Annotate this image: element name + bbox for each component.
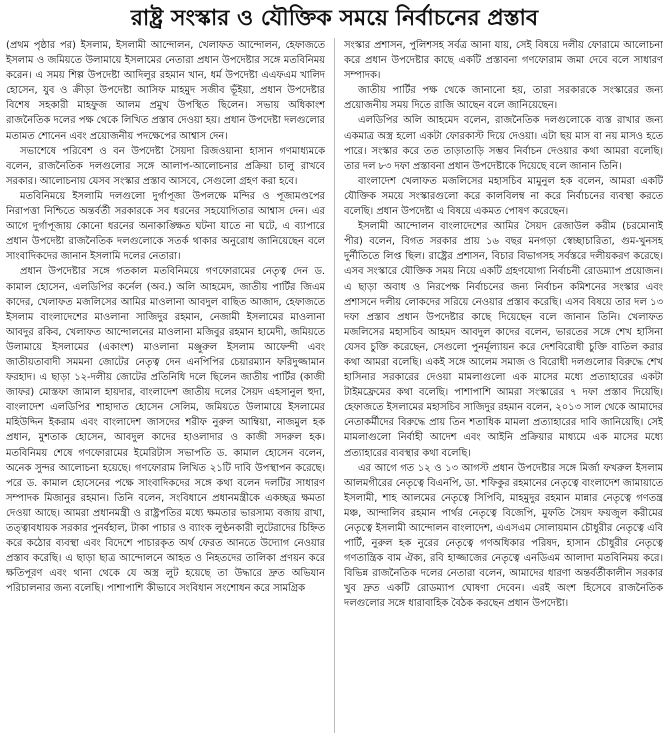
paragraph: (প্রথম পৃষ্ঠার পর) ইসলাম, ইসলামী আন্দোলন, খেলাফত আন্দোলন, হেফাজতে ইসলাম ও জমিয়তে উলামায়ে ইসলামের নেতারা প্রধান উপদেষ্টার সঙ্গে মতবিনিময় করেন। এ সময় শিল্প উপদেষ্টা আদিলুর রহমান খান, ধর্ম উপদেষ্টা এএফএম খালিদ হোসেন, যুব ও ক্রীড়া উপদেষ্টা আসিফ মাহমুদ সজীব ভূঁইয়া, প্রধান উপদেষ্টার বিশেষ সহকারী মাহফুজ আলম প্রমুখ উপস্থিত ছিলেন। সভায় অধিকাংশ রাজনৈতিক দলের পক্ষ থেকে লিখিত প্রস্তাব দেওয়া হয়। প্রধান উপদেষ্টা দলগুলোর মতামত শোনেন এবং প্রয়োজনীয় পদক্ষেপের আশ্বাস দেন।: [6, 40, 325, 142]
column-divider: [334, 38, 335, 733]
paragraph: জাতীয় পার্টির পক্ষ থেকে জানানো হয়, তারা সরকারকে সংস্কারের জন্য প্রয়োজনীয় সময় দিতে রাজি আছেন বলে জানিয়েছেন।: [344, 85, 663, 112]
left-column: [6, 38, 325, 733]
paragraph: এর আগে গত ১২ ও ১৩ আগস্ট প্রধান উপদেষ্টার সঙ্গে মির্জা ফখরুল ইসলাম আলমগীরের নেতৃত্বে বিএনপি, ডা. শফিকুর রহমানের নেতৃত্বে বাংলাদেশ জামায়াতে ইসলামী, শাহ আলমের নেতৃত্বে সিপিবি, মাহমুদুর রহমান মান্নার নেতৃত্বে গণতন্ত্র মঞ্চ, আন্দালিব রহমান পার্থর নেতৃত্বে বিজেপি, মুফতি সৈয়দ ফয়জুল করীমের নেতৃত্বে ইসলামী আন্দোলন বাংলাদেশ, এএসএম সোলায়মান চৌধুরীর নেতৃত্বে এবি পার্টি, নুরুল হক নুরের নেতৃত্বে গণঅধিকার পরিষদ, হাসান চৌধুরীর নেতৃত্বে গণতান্ত্রিক বাম ঐক্য, রবি হাজ্জাজের নেতৃত্বে এনডিএম আলাদা মতবিনিময় করে। বিভিন্ন রাজনৈতিক দলের নেতারা বলেন, আমাদের ধারণা অন্তর্বর্তীকালীন সরকার খুব দ্রুত একটি রোডম্যাপ ঘোষণা দেবেন। এরই অংশ হিসেবে রাজনৈতিক দলগুলোর সঙ্গে ধারাবাহিক বৈঠক করছেন প্রধান উপদেষ্টা।: [344, 462, 663, 610]
paragraph: সভাশেষে পরিবেশ ও বন উপদেষ্টা সৈয়দা রিজওয়ানা হাসান গণমাধ্যমকে বলেন, রাজনৈতিক দলগুলোর সঙ্গে আলাপ-আলোচনার প্রক্রিয়া চালু রাখবে সরকার। আলোচনায় যেসব সংস্কার প্রস্তাব আসবে, সেগুলো গ্রহণ করা হবে।: [6, 145, 325, 187]
paragraph: প্রধান উপদেষ্টার সঙ্গে গতকাল মতবিনিময়ে গণফোরামের নেতৃত্ব দেন ড. কামাল হোসেন, এলডিপির কর্নেল (অব.) অলি আহমেদ, জাতীয় পার্টির জিএম কাদের, খেলাফত মজলিসের আমির মাওলানা আবদুল বাছিত আজাদ, হেফাজতে ইসলাম বাংলাদেশের মাওলানা সাজিদুর রহমান, নেজামী ইসলামের মাওলানা আবদুর রকিব, খেলাফত আন্দোলনের মাওলানা মজিবুর রহমান হামেদী, জমিয়তে উলামায়ে ইসলামের (একাংশ) মাওলানা মঞ্জুরুল ইসলাম আফেন্দী এবং জাতীয়তাবাদী সমমনা জোটের নেতৃত্ব দেন এনপিপির চেয়ারম্যান ফরিদুজ্জামান ফরহাদ। এ ছাড়া ১২-দলীয় জোটের প্রতিনিধি দলে ছিলেন জাতীয় পার্টির (কাজী জাফর) মোস্তফা জামাল হায়দার, বাংলাদেশ জাতীয় দলের সৈয়দ এহসানুল হুদা, বাংলাদেশ এলডিপির শাহাদাত হোসেন সেলিম, জমিয়তে উলামায়ে ইসলামের মহিউদ্দিন ইকরাম এবং বাংলাদেশ জাসদের শরীফ নুরুল আম্বিয়া, নাজমুল হক প্রধান, মুশতাক হোসেন, আবদুল কাদের হাওলাদার ও কাজী সদরুল হক। মতবিনিময় শেষে গণফোরামের ইমেরিটাস সভাপতি ড. কামাল হোসেন বলেন, অনেক সুন্দর আলোচনা হয়েছে। গণফোরাম লিখিত ২১টি দাবি উপস্থাপন করেছে। পরে ড. কামাল হোসেনের পক্ষে সাংবাদিকদের সঙ্গে কথা বলেন দলটির সাধারণ সম্পাদক মিজানুর রহমান। তিনি বলেন, সংবিধানে প্রধানমন্ত্রীকে একচ্ছত্র ক্ষমতা দেওয়া আছে। আমরা প্রধানমন্ত্রী ও রাষ্ট্রপতির মধ্যে ক্ষমতার ভারসাম্য বজায় রাখা, তত্ত্বাবধায়ক সরকার পুনর্বহাল, টাকা পাচার ও ব্যাংক লুণ্ঠনকারী লুটেরাদের চিহ্নিত করে কঠোর ব্যবস্থা এবং বিদেশে পাচারকৃত অর্থ ফেরত আনতে উদ্যোগ নেওয়ার প্রস্তাব করেছি। এ ছাড়া ছাত্র আন্দোলনে আহত ও নিহতদের তালিকা প্রণয়ন করে ক্ষতিপূরণ এবং থানা থেকে যে অস্ত্র লুট হয়েছে তা উদ্ধারে দ্রুত অভিযান পরিচালনার জন্য বলেছি। পাশাপাশি কীভাবে সংবিধান সংশোধন করে সামগ্রিক: [6, 266, 325, 595]
paragraph: বাংলাদেশ খেলাফত মজলিসের মহাসচিব মামুনুল হক বলেন, আমরা একটি যৌক্তিক সময়ে সংস্কারগুলো করে কালবিলম্ব না করে নির্বাচনের ব্যবস্থা করতে বলেছি। প্রধান উপদেষ্টা এ বিষয়ে একমত পোষণ করেছেন।: [344, 175, 663, 218]
paragraph: মতবিনিময়ে ইসলামি দলগুলো দুর্গাপূজা উপলক্ষে মন্দির ও পূজামণ্ডপের নিরাপত্তা নিশ্চিতে অন্তর্বর্তী সরকারকে সব ধরনের সহযোগিতার আশ্বাস দেন। এর আগে দুর্গাপূজায় কোনো ধরনের অনাকাঙ্ক্ষিত ঘটনা যাতে না ঘটে, এ ব্যাপারে প্রধান উপদেষ্টা রাজনৈতিক দলগুলোকে সতর্ক থাকার অনুরোধ জানিয়েছেন বলে সাংবাদিকদের জানান ইসলামি দলের নেতারা।: [6, 190, 325, 263]
article-headline: রাষ্ট্র সংস্কার ও যৌক্তিক সময়ে নির্বাচনের প্রস্তাব: [130, 6, 539, 31]
right-column: [344, 38, 663, 733]
paragraph: সংস্কার প্রশাসন, পুলিশসহ সর্বত্র আনা যায়, সেই বিষয়ে দলীয় ফোরামে আলোচনা করে প্রধান উপদেষ্টার কাছে একটি প্রস্তাবনা গণফোরাম জমা দেবে বলে সাধারণ সম্পাদক।: [344, 40, 663, 82]
paragraph: ইসলামী আন্দোলন বাংলাদেশের আমির সৈয়দ রেজাউল করীম (চরমোনাই পীর) বলেন, বিগত সরকার প্রায় ১৬ বছর মনগড়া স্বেচ্ছাচারিতা, গুম-খুনসহ দুর্নীতিতে লিপ্ত ছিল। রাষ্ট্রের প্রশাসন, বিচার বিভাগসহ সর্বস্তরে দলীয়করণ করেছে। এসব সংস্কারে যৌক্তিক সময় নিয়ে একটি গ্রহণযোগ্য নির্বাচনী রোডম্যাপ প্রয়োজন। এ ছাড়া অবাধ ও নিরপেক্ষ নির্বাচনের জন্য নির্বাচন কমিশনের সংস্কার এবং প্রশাসনে দলীয় লোকদের সরিয়ে নেওয়ার প্রস্তাব করেছি। এসব বিষয়ে তার দল ১৩ দফা প্রস্তাব প্রধান উপদেষ্টার কাছে দিয়েছেন বলে জানান তিনি। খেলাফত মজলিসের মহাসচিব আহমদ আবদুল কাদের বলেন, ভারতের সঙ্গে শেখ হাসিনা যেসব চুক্তি করেছেন, সেগুলো পুনর্মূল্যায়ন করে দেশবিরোধী চুক্তি বাতিল করার কথা আমরা বলেছি। একই সঙ্গে আলেম সমাজ ও বিরোধী দলগুলোর বিরুদ্ধে শেখ হাসিনার সরকারের দেওয়া মামলাগুলো এক মাসের মধ্যে প্রত্যাহারের একটা টাইমফ্রেমের কথা বলেছি। পাশাপাশি আমরা সংস্কারের ৭ দফা প্রস্তাব দিয়েছি। হেফাজতে ইসলামের মহাসচিব সাজিদুর রহমান বলেন, ২০১৩ সাল থেকে আমাদের নেতাকর্মীদের বিরুদ্ধে প্রায় তিন শতাধিক মামলা প্রত্যাহারের দাবি জানিয়েছি। সেই মামলাগুলো নির্বাহী আদেশ এবং আইনি প্রক্রিয়ার মাধ্যমে এক মাসের মধ্যে প্রত্যাহারের ব্যবস্থার কথা বলেছি।: [344, 221, 663, 459]
paragraph: এলডিপির অলি আহমেদ বলেন, রাজনৈতিক দলগুলোকে ব্যস্ত রাখার জন্য একমাত্র অস্ত্র হলো একটা ফোরকাস্ট দিয়ে দেওয়া। এটা ছয় মাস বা নয় মাসও হতে পারে। সংস্কার করে তত তাড়াতাড়ি সম্ভব নির্বাচন দেওয়ার কথা আমরা বলেছি। তার দল ৮৩ দফা প্রস্তাবনা প্রধান উপদেষ্টাকে দিয়েছে বলে জানান তিনি।: [344, 115, 663, 172]
article-body: [6, 38, 663, 733]
